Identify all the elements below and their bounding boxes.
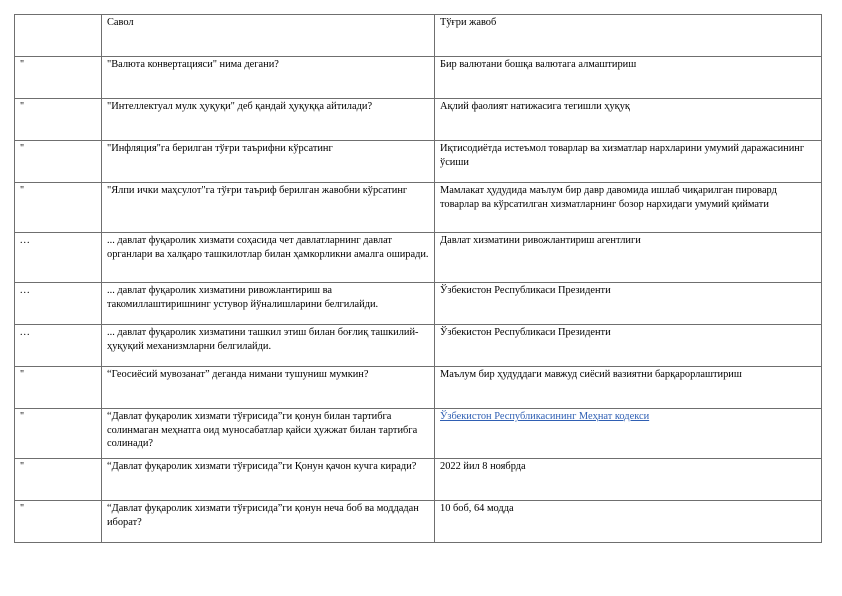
table-row: [15, 325, 822, 367]
question-cell: ... давлат фуқаролик хизмати соҳасида чет давлатларнинг давлат органлари ва халқаро ташкилотлар билан ҳамкорликни амалга оширади.: [102, 233, 435, 283]
header-question: Савол: [102, 15, 435, 57]
answer-cell: Давлат хизматини ривожлантириш агентлиги: [435, 233, 822, 283]
table-row: [15, 501, 822, 543]
question-cell: “Геосиёсий мувозанат” деганда нимани тушуниш мумкин?: [102, 367, 435, 409]
answer-cell: [435, 409, 822, 459]
question-cell: "Валюта конвертацияси" нима дегани?: [102, 57, 435, 99]
table-row: [15, 57, 822, 99]
question-cell: “Давлат фуқаролик хизмати тўғрисида”ги қонун билан тартибга солинмаган меҳнатга оид муносабатлар қайси ҳужжат билан тартибга солинади?: [102, 409, 435, 459]
row-number: ": [15, 459, 102, 501]
question-cell: "Ялпи ички маҳсулот"га тўғри таъриф берилган жавобни кўрсатинг: [102, 183, 435, 233]
answer-cell: Ўзбекистон Республикаси Президенти: [435, 325, 822, 367]
row-number: ": [15, 183, 102, 233]
row-number: ...: [15, 283, 102, 325]
table-row: [15, 233, 822, 283]
table-row: [15, 367, 822, 409]
row-number: ": [15, 367, 102, 409]
table-row: [15, 99, 822, 141]
table-row: [15, 141, 822, 183]
table-header-row: [15, 15, 822, 57]
question-cell: ... давлат фуқаролик хизматини ривожлантириш ва такомиллаштиришнинг устувор йўналишларини белгилайди.: [102, 283, 435, 325]
question-cell: ... давлат фуқаролик хизматини ташкил этиш билан боғлиқ ташкилий-ҳуқуқий механизмларни белгилайди.: [102, 325, 435, 367]
question-cell: “Давлат фуқаролик хизмати тўғрисида”ги қонун неча боб ва моддадан иборат?: [102, 501, 435, 543]
answer-cell: Бир валютани бошқа валютага алмаштириш: [435, 57, 822, 99]
answer-cell: 2022 йил 8 ноябрда: [435, 459, 822, 501]
table-row: [15, 183, 822, 233]
header-answer: Тўғри жавоб: [435, 15, 822, 57]
row-number: ": [15, 99, 102, 141]
question-cell: “Давлат фуқаролик хизмати тўғрисида”ги Қонун қачон кучга киради?: [102, 459, 435, 501]
table-row: [15, 459, 822, 501]
row-number: ": [15, 501, 102, 543]
question-cell: "Интеллектуал мулк ҳуқуқи" деб қандай ҳуқуққа айтилади?: [102, 99, 435, 141]
header-number: [15, 15, 102, 57]
answer-cell: 10 боб, 64 модда: [435, 501, 822, 543]
table-row: [15, 283, 822, 325]
table-row: [15, 409, 822, 459]
row-number: ...: [15, 325, 102, 367]
answer-cell: Маълум бир ҳудуддаги мавжуд сиёсий вазиятни барқарорлаштириш: [435, 367, 822, 409]
qa-table: [14, 14, 822, 543]
labor-code-link[interactable]: Ўзбекистон Республикасининг Меҳнат кодекси: [440, 411, 650, 422]
row-number: ...: [15, 233, 102, 283]
row-number: ": [15, 409, 102, 459]
question-cell: "Инфляция"га берилган тўғри таърифни кўрсатинг: [102, 141, 435, 183]
answer-cell: Ақлий фаолият натижасига тегишли ҳуқуқ: [435, 99, 822, 141]
answer-cell: Иқтисодиётда истеъмол товарлар ва хизматлар нархларини умумий даражасининг ўсиши: [435, 141, 822, 183]
answer-cell: Ўзбекистон Республикаси Президенти: [435, 283, 822, 325]
row-number: ": [15, 57, 102, 99]
answer-cell: Мамлакат ҳудудида маълум бир давр давомида ишлаб чиқарилган пировард товарлар ва кўрсатилган хизматларнинг бозор нархидаги умумий қиймати: [435, 183, 822, 233]
row-number: ": [15, 141, 102, 183]
